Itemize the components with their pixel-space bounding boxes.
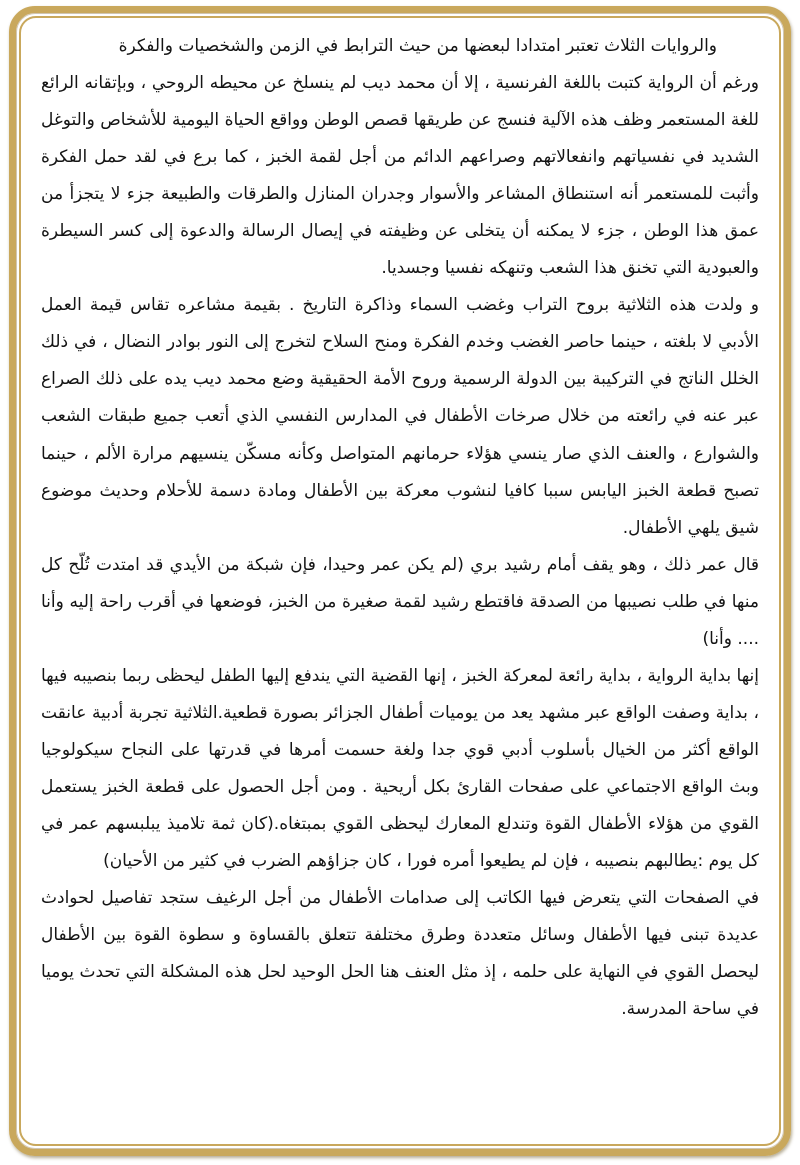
paragraph: قال عمر ذلك ، وهو يقف أمام رشيد بري (لم يكن عمر وحيدا، فإن شبكة من الأيدي قد امتدت تُلّح كل منها في طلب نصيبها من الصدقة فاقتطع رشيد لقمة صغيرة من الخبز، فوضعها في أقرب راحة إليه وأنا .... وأنا) bbox=[41, 554, 759, 649]
paragraph: و ولدت هذه الثلاثية بروح التراب وغضب السماء وذاكرة التاريخ . بقيمة مشاعره تقاس قيمة العمل الأدبي لا بلغته ، حينما حاصر الغضب وخدم الفكرة ومنح السلاح لتخرج إلى النور بوادر النضال ، في ذلك الخلل الناتج في التركيبة بين الدولة الرسمية وروح الأمة الحقيقية وضع محمد ديب يده على ذلك الصراع عبر عنه في رائعته من خلال صرخات الأطفال في المدارس النفسي الذي أتعب جميع طبقات الشعب والشوارع ، والعنف الذي صار ينسي هؤلاء حرمانهم المتواصل وكأنه مسكّن ينسيهم مرارة الألم ، حينما تصبح قطعة الخبز اليابس سببا كافيا لنشوب معركة بين الأطفال ومادة دسمة للأحلام وحديث موضوع شيق يلهي الأطفال. bbox=[41, 295, 759, 538]
paragraph: في الصفحات التي يتعرض فيها الكاتب إلى صدامات الأطفال من أجل الرغيف ستجد تفاصيل لحوادث عديدة تبنى فيها الأطفال وسائل متعددة وطرق مختلفة تتعلق بالقساوة و سطوة القوة بين الأطفال ليحصل القوي في النهاية على حلمه ، إذ مثل العنف هنا الحل الوحيد لحل هذه المشكلة التي تحدث يوميا في ساحة المدرسة. bbox=[41, 888, 759, 1020]
paragraph: ورغم أن الرواية كتبت باللغة الفرنسية ، إلا أن محمد ديب لم ينسلخ عن محيطه الروحي ، وبإتقانه الرائع للغة المستعمر وظف هذه الآلية فنسج عن طريقها قصص الوطن وواقع الحياة اليومية للأشخاص والتوغل الشديد في نفسياتهم وانفعالاتهم وصراعهم الدائم من أجل لقمة الخبز ، كما برع في لقد حمل الفكرة وأثبت للمستعمر أنه استنطاق المشاعر والأسوار وجدران المنازل والطرقات والطبيعة جزء لا يتجزأ من عمق هذا الوطن ، جزء لا يمكنه أن يتخلى عن وظيفته في إيصال الرسالة والدعوة إلى كسر السيطرة والعبودية التي تخنق هذا الشعب وتنهكه نفسيا وجسديا. bbox=[41, 73, 759, 279]
document-body bbox=[41, 28, 759, 1028]
paragraph: والروايات الثلاث تعتبر امتدادا لبعضها من حيث الترابط في الزمن والشخصيات والفكرة bbox=[118, 36, 717, 56]
paragraph: إنها بداية الرواية ، بداية رائعة لمعركة الخبز ، إنها القضية التي يندفع إليها الطفل ليحظى ربما بنصيبه فيها ، بداية وصفت الواقع عبر مشهد يعد من يوميات أطفال الجزائر بصورة قطعية.الثلاثية تجربة أدبية عانقت الواقع أكثر من الخيال بأسلوب أدبي قوي جدا ولغة حسمت أمرها في قدرتها على النجاح سيكولوجيا وبث الواقع الاجتماعي على صفحات القارئ بكل أريحية . ومن أجل الحصول على قطعة الخبز يستعمل القوي من هؤلاء الأطفال القوة وتندلع المعارك ليحظى القوي بمبتغاه.(كان ثمة تلاميذ يبلبسهم عمر في كل يوم :يطالبهم بنصيبه ، فإن لم يطيعوا أمره فورا ، كان جزاؤهم الضرب في كثير من الأحيان) bbox=[41, 665, 759, 872]
decorative-gold-frame bbox=[9, 6, 791, 1156]
decorative-inner-frame bbox=[19, 16, 781, 1146]
